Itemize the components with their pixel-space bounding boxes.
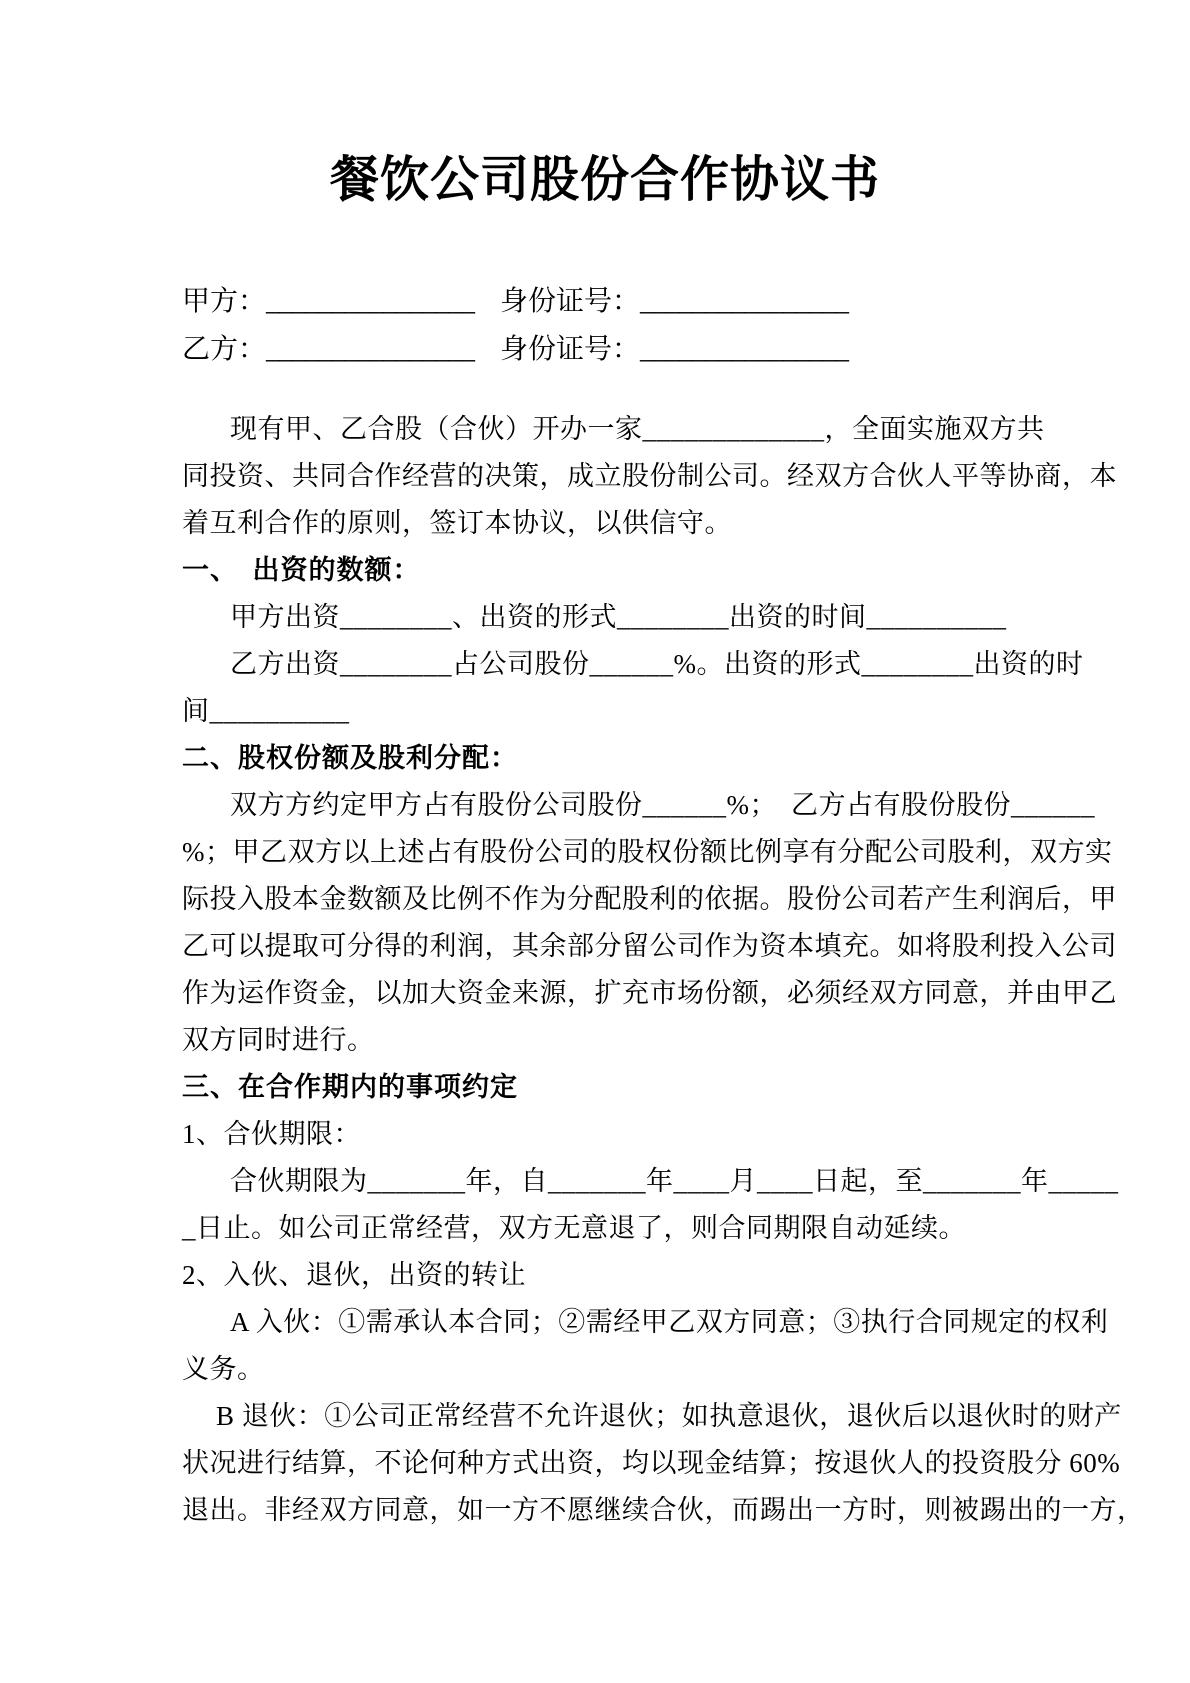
party-a-contribution: 甲方出资________、出资的形式________出资的时间__________: [230, 602, 1007, 632]
party-b-name-blank: ________________: [266, 334, 475, 365]
section-2-line-2: %；甲乙双方以上述占有股份公司的股权份额比例享有分配公司股利，双方实: [182, 837, 1113, 867]
clause-2-item-b-line-3: 退出。非经双方同意，如一方不愿继续合伙，而踢出一方时，则被踢出的一方，: [182, 1495, 1145, 1525]
party-b-id-label: 身份证号：: [500, 334, 641, 365]
intro-line-2: 同投资、共同合作经营的决策，成立股份制公司。经双方合伙人平等协商，本: [182, 461, 1117, 491]
section-2-line-1: 双方方约定甲方占有股份公司股份______%； 乙方占有股份股份______: [230, 790, 1095, 820]
party-b-label: 乙方：: [182, 334, 267, 365]
intro-line-3: 着互利合作的原则，签订本协议，以供信守。: [182, 508, 732, 538]
document-title: 餐饮公司股份合作协议书: [329, 152, 880, 207]
document-body: [182, 406, 1145, 1534]
party-a-name-blank: ________________: [266, 286, 475, 317]
party-b-row: [182, 326, 1040, 374]
clause-2-item-b-line-2: 状况进行结算，不论何种方式出资，均以现金结算；按退伙人的投资股分 60%: [182, 1448, 1121, 1478]
section-2-line-3: 际投入股本金数额及比例不作为分配股利的依据。股份公司若产生利润后，甲: [182, 884, 1117, 914]
clause-1-line-2: _日止。如公司正常经营，双方无意退了，则合同期限自动延续。: [182, 1213, 966, 1243]
parties-section: [182, 278, 1040, 374]
clause-2-heading: 2、入伙、退伙，出资的转让: [182, 1260, 526, 1290]
party-b-id-blank: ________________: [640, 334, 849, 365]
party-a-id-label: 身份证号：: [500, 286, 641, 317]
section-2-heading: 二、股权份额及股利分配：: [182, 743, 518, 773]
intro-line-1: 现有甲、乙合股（合伙）开办一家_____________，全面实施双方共: [230, 414, 1045, 444]
section-3-heading: 三、在合作期内的事项约定: [182, 1072, 518, 1102]
clause-2-item-a-line-2: 义务。: [182, 1354, 265, 1384]
clause-1-line-1: 合伙期限为_______年，自_______年____月____日起，至_______年_____: [230, 1166, 1119, 1196]
party-a-label: 甲方：: [182, 286, 267, 317]
party-a-row: [182, 278, 1040, 326]
clause-2-item-a-line-1: A 入伙：①需承认本合同；②需经甲乙双方同意；③执行合同规定的权利: [230, 1307, 1109, 1337]
party-b-contribution-1: 乙方出资________占公司股份______%。出资的形式________出资的时: [230, 649, 1084, 679]
section-2-line-6: 双方同时进行。: [182, 1025, 375, 1055]
section-1-heading: 一、 出资的数额：: [182, 555, 421, 585]
clause-1-heading: 1、合伙期限：: [182, 1119, 361, 1149]
party-a-id-blank: ________________: [640, 286, 849, 317]
section-2-line-4: 乙可以提取可分得的利润，其余部分留公司作为资本填充。如将股利投入公司: [182, 931, 1117, 961]
section-2-line-5: 作为运作资金，以加大资金来源，扩充市场份额，必须经双方同意，并由甲乙: [182, 978, 1117, 1008]
clause-2-item-b-line-1: B 退伙：①公司正常经营不允许退伙；如执意退伙，退伙后以退伙时的财产: [216, 1401, 1122, 1431]
party-b-contribution-2: 间__________: [182, 696, 350, 726]
